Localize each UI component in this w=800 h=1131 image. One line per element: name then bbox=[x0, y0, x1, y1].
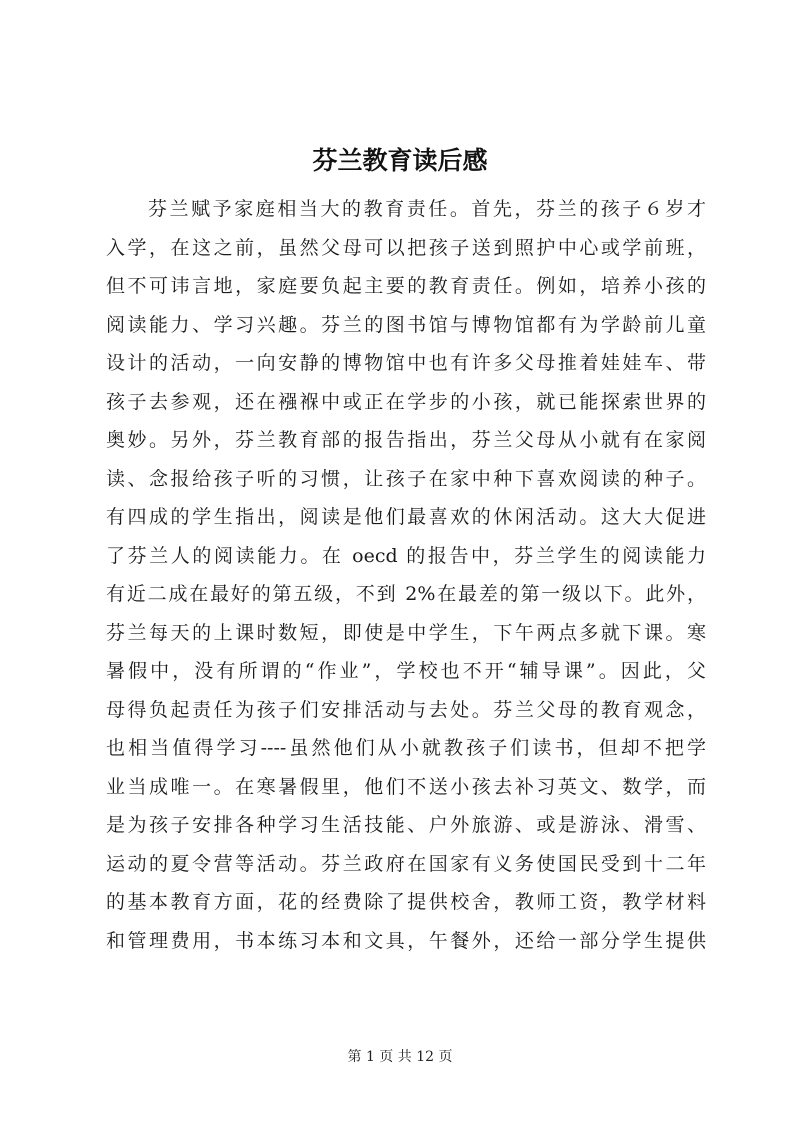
body-line: 的基本教育方面，花的经费除了提供校舍，教师工资，教学材料 bbox=[106, 891, 706, 913]
body-line: 阅读能力、学习兴趣。芬兰的图书馆与博物馆都有为学龄前儿童 bbox=[106, 313, 706, 336]
body-line: 设计的活动，一向安静的博物馆中也有许多父母推着娃娃车、带 bbox=[106, 352, 706, 374]
document-body bbox=[106, 190, 706, 960]
body-line: 业当成唯一。在寒暑假里，他们不送小孩去补习英文、数学，而 bbox=[106, 775, 706, 798]
body-line: 母得负起责任为孩子们安排活动与去处。芬兰父母的教育观念， bbox=[106, 698, 706, 721]
body-line: 也相当值得学习----虽然他们从小就教孩子们读书，但却不把学 bbox=[106, 737, 706, 759]
body-line: 是为孩子安排各种学习生活技能、户外旅游、或是游泳、滑雪、 bbox=[106, 814, 706, 836]
body-line: 运动的夏令营等活动。芬兰政府在国家有义务使国民受到十二年 bbox=[106, 852, 706, 875]
body-line: 有近二成在最好的第五级，不到 2%在最差的第一级以下。此外， bbox=[106, 583, 706, 605]
body-line: 奥妙。另外，芬兰教育部的报告指出，芬兰父母从小就有在家阅 bbox=[106, 429, 706, 451]
body-line: 入学，在这之前，虽然父母可以把孩子送到照护中心或学前班， bbox=[106, 236, 706, 259]
body-line: 了芬兰人的阅读能力。在 oecd 的报告中，芬兰学生的阅读能力 bbox=[106, 544, 706, 567]
body-line: 芬兰每天的上课时数短，即使是中学生，下午两点多就下课。寒 bbox=[106, 621, 706, 644]
body-line: 芬兰赋予家庭相当大的教育责任。首先，芬兰的孩子６岁才 bbox=[148, 198, 706, 220]
body-line: 但不可讳言地，家庭要负起主要的教育责任。例如，培养小孩的 bbox=[106, 275, 706, 297]
body-line: 孩子去参观，还在襁褓中或正在学步的小孩，就已能探索世界的 bbox=[106, 390, 706, 413]
page-number-footer: 第 1 页 共 12 页 bbox=[347, 1049, 453, 1065]
body-line: 暑假中，没有所谓的“作业”，学校也不开“辅导课”。因此，父 bbox=[106, 660, 706, 682]
body-line: 读、念报给孩子听的习惯，让孩子在家中种下喜欢阅读的种子。 bbox=[106, 467, 706, 490]
document-title: 芬兰教育读后感 bbox=[312, 146, 488, 175]
body-line: 有四成的学生指出，阅读是他们最喜欢的休闲活动。这大大促进 bbox=[106, 506, 706, 528]
body-line: 和管理费用，书本练习本和文具，午餐外，还给一部分学生提供 bbox=[106, 929, 706, 952]
